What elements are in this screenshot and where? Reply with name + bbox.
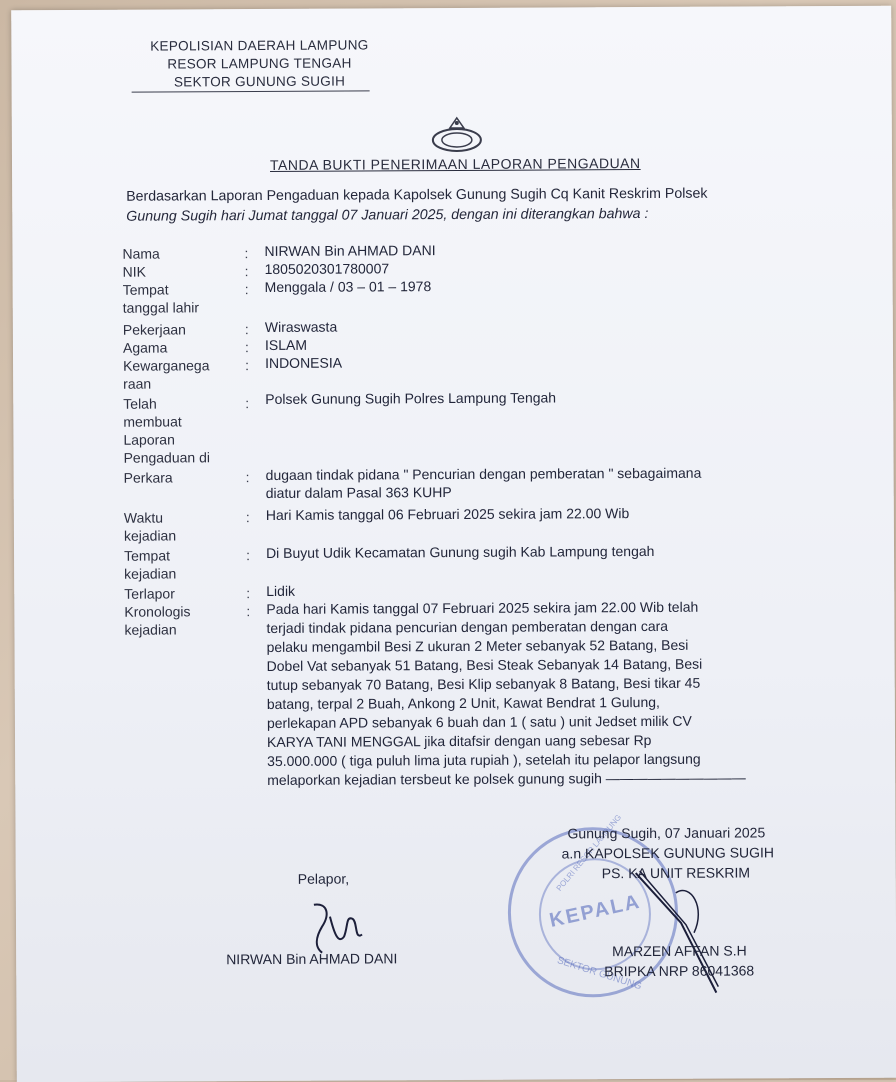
label-terlapor: Terlapor — [124, 585, 175, 602]
label-waktu-kejadian: kejadian — [123, 527, 177, 544]
reporter-name: NIRWAN Bin AHMAD DANI — [226, 950, 398, 968]
kronologis-line: KARYA TANI MENGGAL jika ditafsir dengan uang sebesar Rp — [266, 731, 652, 750]
colon: : — [246, 547, 250, 564]
value-nik: 1805020301780007 — [264, 260, 390, 277]
value-nama: NIRWAN Bin AHMAD DANI — [264, 242, 436, 259]
label-nik: NIK — [122, 263, 146, 280]
value-tempat-kejadian: Di Buyut Udik Kecamatan Gunung sugih Kab Lampung tengah — [266, 542, 655, 561]
officer-signature — [606, 863, 727, 1004]
colon: : — [244, 281, 249, 298]
colon: : — [245, 395, 250, 412]
label-kewarganegaraan: Kewarganega — [123, 357, 210, 374]
kronologis-line: perlekapan APD sebanyak 6 buah dan 1 ( satu ) unit Jedset milik CV — [266, 712, 692, 731]
kronologis-line: terjadi tindak pidana pencurian dengan pemberatan dengan cara — [266, 617, 669, 636]
kronologis-line: melaporkan kejadian tersbeut ke polsek gunung sugih —————————— — [267, 769, 746, 788]
colon: : — [244, 263, 249, 280]
header-line-1: KEPOLISIAN DAERAH LAMPUNG — [150, 37, 369, 54]
colon: : — [245, 357, 249, 374]
value-kewarganegaraan: INDONESIA — [265, 354, 343, 371]
kronologis-line: Dobel Vat sebanyak 51 Batang, Besi Steak Sebanyak 14 Batang, Besi — [266, 655, 703, 674]
kronologis-line: Pada hari Kamis tanggal 07 Februari 2025 sekira jam 22.00 Wib telah — [266, 598, 699, 617]
police-emblem-icon — [430, 114, 484, 154]
signatory-line-1: a.n KAPOLSEK GUNUNG SUGIH — [561, 844, 775, 862]
value-terlapor: Lidik — [266, 582, 296, 599]
intro-line-1: Berdasarkan Laporan Pengaduan kepada Kapolsek Gunung Sugih Cq Kanit Reskrim Polsek — [126, 185, 708, 205]
colon: : — [244, 339, 249, 356]
label-kronologis: Kronologis — [124, 603, 191, 620]
value-agama: ISLAM — [264, 336, 308, 353]
value-ttl: Menggala / 03 – 01 – 1978 — [264, 278, 432, 295]
reporter-role: Pelapor, — [297, 870, 350, 887]
colon: : — [246, 603, 251, 620]
value-perkara-2: diatur dalam Pasal 363 KUHP — [265, 484, 452, 501]
label-laporan: Laporan — [123, 431, 175, 448]
label-pengaduan-di: Pengaduan di — [123, 449, 211, 466]
stamp-ring-bottom: SEKTOR GUNUNG — [555, 955, 644, 993]
value-waktu: Hari Kamis tanggal 06 Februari 2025 sekira jam 22.00 Wib — [265, 505, 630, 523]
colon: : — [246, 585, 251, 602]
place-date: Gunung Sugih, 07 Januari 2025 — [567, 824, 766, 842]
kronologis-line: batang, terpal 2 Buah, Ankong 2 Unit, Kawat Bendrat 1 Gulung, — [266, 693, 660, 712]
document-page — [11, 6, 896, 1082]
label-perkara: Perkara — [123, 469, 173, 486]
label-kronologis-kejadian: kejadian — [124, 621, 177, 638]
header-line-3: SEKTOR GUNUNG SUGIH — [173, 73, 346, 90]
label-agama: Agama — [122, 339, 168, 356]
colon: : — [244, 321, 249, 338]
label-tempat-kejadian-2: kejadian — [124, 565, 177, 582]
value-telah: Polsek Gunung Sugih Polres Lampung Tengah — [265, 389, 557, 407]
stamp-ring-top: POLRI RESOR LAMPUNG — [554, 812, 624, 893]
officer-rank-nrp: BRIPKA NRP 86041368 — [604, 962, 755, 980]
label-kewarganegaraan-2: raan — [123, 375, 152, 392]
label-membuat: membuat — [123, 413, 182, 430]
kronologis-line: pelaku mengambil Besi Z ukuran 2 Meter sebanyak 52 Batang, Besi — [266, 636, 689, 655]
label-tanggal-lahir: tanggal lahir — [122, 299, 200, 316]
label-waktu: Waktu — [123, 509, 164, 526]
stamp-text: KEPALA — [547, 890, 643, 932]
label-telah: Telah — [123, 395, 157, 412]
label-pekerjaan: Pekerjaan — [122, 321, 186, 338]
kronologis-line: tutup sebanyak 70 Batang, Besi Klip sebanyak 8 Batang, Besi tikar 45 — [266, 674, 701, 693]
document-title: TANDA BUKTI PENERIMAAN LAPORAN PENGADUAN — [269, 155, 641, 173]
signatory-line-2: PS. KA UNIT RESKRIM — [601, 864, 751, 882]
value-perkara-1: dugaan tindak pidana " Pencurian dengan pemberatan " sebagaimana — [265, 464, 702, 483]
officer-name: MARZEN AFFAN S.H — [612, 942, 747, 960]
header-underline — [132, 90, 370, 92]
label-tempat: Tempat — [122, 281, 169, 298]
intro-line-2: Gunung Sugih hari Jumat tanggal 07 Januari 2025, dengan ini diterangkan bahwa : — [126, 205, 649, 225]
colon: : — [245, 469, 250, 486]
value-pekerjaan: Wiraswasta — [264, 318, 338, 335]
label-nama: Nama — [122, 245, 160, 262]
reporter-signature — [300, 896, 380, 956]
colon: : — [244, 245, 249, 262]
label-tempat-kejadian: Tempat — [124, 547, 171, 564]
colon: : — [245, 509, 250, 526]
kronologis-line: 35.000.000 ( tiga puluh lima juta rupiah ), setelah itu pelapor langsung — [267, 750, 701, 769]
header-line-2: RESOR LAMPUNG TENGAH — [167, 55, 352, 72]
